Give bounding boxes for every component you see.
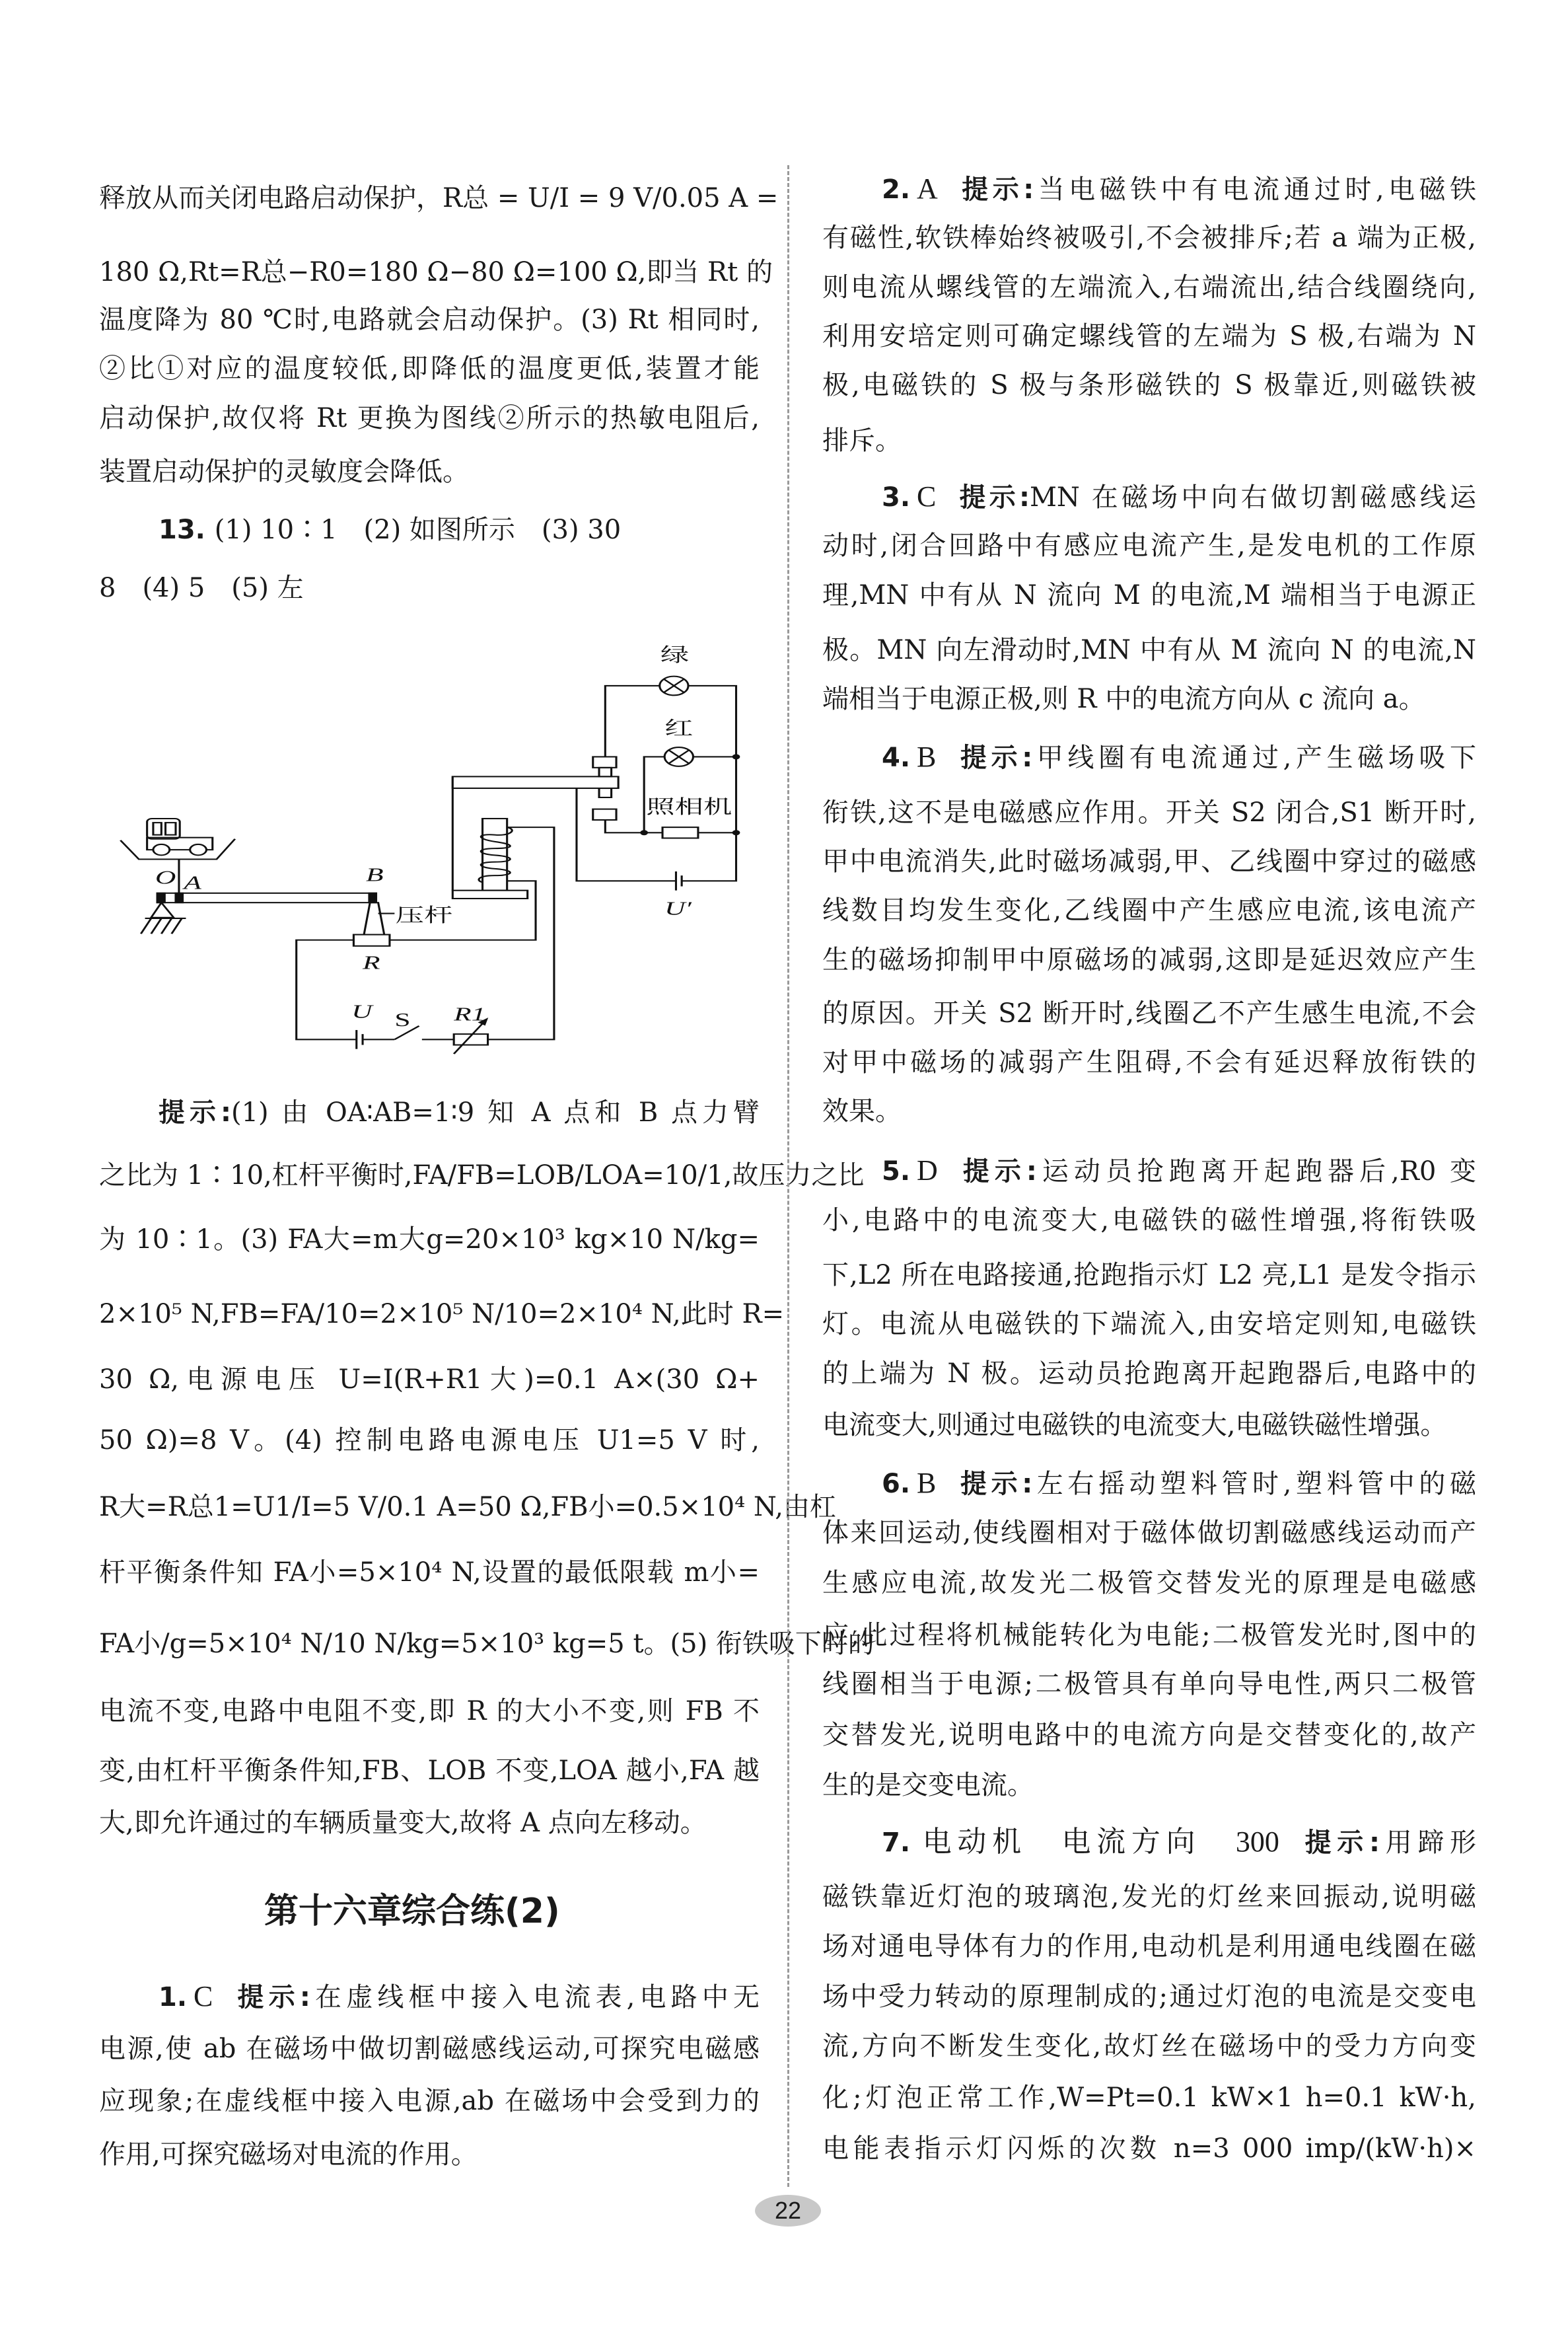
hint-text: 电能表指示灯闪烁的次数 n=3 000 imp/(kW·h)× xyxy=(822,2133,1476,2164)
question-number: 6. xyxy=(882,1469,911,1500)
hint-text: 场中受力转动的原理制成的;通过灯泡的电流是交变电 xyxy=(822,1981,1476,2012)
hint-line xyxy=(822,1872,1476,1922)
question-number: 7. xyxy=(882,1827,911,1858)
hint-line xyxy=(822,1760,1476,1810)
hint-text: 运动员抢跑离开起跑器后,R0 变 xyxy=(1036,1156,1476,1187)
hint-line xyxy=(822,1250,1476,1300)
text-line: 温度降为 80 ℃时,电路就会启动保护。(3) Rt 相同时, xyxy=(99,305,760,336)
hint-line xyxy=(159,1972,760,2022)
hint-line xyxy=(822,788,1476,838)
hint-text: 变,由杠杆平衡条件知,FB、LOB 不变,LOA 越小,FA 越 xyxy=(99,1755,760,1786)
hint-text: 磁铁靠近灯泡的玻璃泡,发光的灯丝来回振动,说明磁 xyxy=(822,1882,1476,1913)
truck-icon xyxy=(147,819,213,855)
pivot-support xyxy=(141,903,186,934)
hint-text: 效果。 xyxy=(822,1096,902,1127)
hint-text: 则电流从螺线管的左端流入,右端流出,结合线圈绕向, xyxy=(822,272,1476,303)
green-lamp-icon xyxy=(660,677,688,696)
hint-text: 为 10∶1。(3) FA大=m大g=20×10³ kg×10 N/kg= xyxy=(99,1224,760,1255)
hint-line xyxy=(882,1458,1476,1508)
camera-resistor xyxy=(662,827,698,838)
label-red: 红 xyxy=(664,718,694,739)
hint-text: 作用,可探究磁场对电流的作用。 xyxy=(99,2139,478,2170)
question-number: 13. xyxy=(159,514,215,545)
hint-text: 的原因。开关 S2 断开时,线圈乙不产生感生电流,不会 xyxy=(822,998,1476,1029)
hint-line xyxy=(822,1195,1476,1245)
hint-label: 提示: xyxy=(957,1156,1037,1187)
armature xyxy=(452,776,618,788)
hint-label: 提示: xyxy=(957,174,1034,205)
label-s: S xyxy=(394,1009,411,1031)
text-line: 释放从而关闭电路启动保护，R总 = U/I = 9 V/0.05 A = xyxy=(99,182,779,213)
answer: C xyxy=(194,1980,213,2013)
answer: B xyxy=(917,1467,937,1500)
hint-line xyxy=(822,1558,1476,1608)
hint-line xyxy=(822,1921,1476,1972)
hint-text: R大=R总1=U1/I=5 V/0.1 A=50 Ω,FB小=0.5×10⁴ N,由杠 xyxy=(99,1492,837,1523)
hint-text: 有磁性,软铁棒始终被吸引,不会被排斥;若 a 端为正极, xyxy=(822,223,1476,254)
hint-line xyxy=(99,1289,785,1339)
text-line: 装置启动保护的灵敏度会降低。 xyxy=(99,456,469,487)
hint-line xyxy=(822,521,1476,571)
hint-line xyxy=(822,1610,1476,1660)
hint-text: FA小/g=5×10⁴ N/10 N/kg=5×10³ kg=5 t。(5) 衔铁吸下时的 xyxy=(99,1629,874,1660)
hint-label: 提示: xyxy=(956,743,1033,774)
question-number: 2. xyxy=(882,174,911,205)
hint-text: 应现象;在虚线框中接入电源,ab 在磁场中会受到力的 xyxy=(99,2085,760,2116)
hint-text: 衔铁,这不是电磁感应作用。开关 S2 闭合,S1 断开时, xyxy=(822,797,1476,828)
hint-text: 生的是交变电流。 xyxy=(822,1770,1034,1801)
hint-text: 动时,闭合回路中有感应电流产生,是发电机的工作原 xyxy=(822,531,1476,562)
electromagnet xyxy=(452,819,527,899)
answer: B xyxy=(917,741,937,774)
hint-line xyxy=(99,1798,760,1848)
hint-line xyxy=(99,1150,865,1200)
weighing-tray xyxy=(120,839,234,860)
hint-text: 体来回运动,使线圈相对于磁体做切割磁感线运动而产 xyxy=(822,1517,1476,1548)
hint-text: (1) 由 OA∶AB=1∶9 知 A 点和 B 点力臂 xyxy=(231,1097,760,1128)
label-press-rod: 压杆 xyxy=(395,904,453,926)
hint-text: 生感应电流,故发光二极管交替发光的原理是电磁感 xyxy=(822,1568,1476,1599)
answer: 电动机 电流方向 300 xyxy=(917,1825,1279,1858)
hint-line xyxy=(822,1086,1476,1136)
hint-text: 在虚线框中接入电流表,电路中无 xyxy=(310,1982,760,2013)
hint-line xyxy=(822,360,1476,410)
answer: D xyxy=(917,1154,938,1187)
hint-line xyxy=(822,1659,1476,1709)
hint-text: 灯。电流从电磁铁的下端流入,由安培定则知,电磁铁 xyxy=(822,1309,1476,1340)
hint-text: 下,L2 所在电路接通,抢跑指示灯 L2 亮,L1 是发令指示 xyxy=(822,1259,1476,1290)
hint-label: 提示: xyxy=(956,482,1030,513)
hint-text: 极,电磁铁的 S 极与条形磁铁的 S 极靠近,则磁铁被 xyxy=(822,370,1476,401)
hint-line xyxy=(822,1348,1476,1399)
hint-text: 场对通电导体有力的作用,电动机是利用通电线圈在磁 xyxy=(822,1931,1476,1962)
hint-line xyxy=(99,1354,760,1405)
hint-text: 甲线圈有电流通过,产生磁场吸下 xyxy=(1032,743,1476,774)
label-a: A xyxy=(184,871,201,893)
hint-text: 电流变大,则通过电磁铁的电流变大,电磁铁磁性增强。 xyxy=(822,1410,1447,1441)
hint-text: 杆平衡条件知 FA小=5×10⁴ N,设置的最低限载 m小= xyxy=(99,1557,760,1588)
hint-text: 左右摇动塑料管时,塑料管中的磁 xyxy=(1032,1469,1476,1500)
hint-text: 小,电路中的电流变大,电磁铁的磁性增强,将衔铁吸 xyxy=(822,1204,1476,1236)
label-b: B xyxy=(366,864,384,885)
hint-text: 对甲中磁场的减弱产生阻碍,不会有延迟释放衔铁的 xyxy=(822,1047,1476,1078)
hint-line xyxy=(99,1214,760,1265)
hint-text: 大,即允许通过的车辆质量变大,故将 A 点向左移动。 xyxy=(99,1807,707,1838)
hint-text: 极。MN 向左滑动时,MN 中有从 M 流向 N 的电流,N xyxy=(822,635,1476,666)
hint-text: 电流不变,电路中电阻不变,即 R 的大小不变,则 FB 不 xyxy=(99,1695,760,1726)
page-number: 22 xyxy=(755,2195,821,2227)
hint-line xyxy=(882,472,1476,522)
hint-label: 提示: xyxy=(1299,1827,1380,1858)
text-line: 180 Ω,Rt=R总−R0=180 Ω−80 Ω=100 Ω,即当 Rt 的 xyxy=(99,257,773,288)
column-divider xyxy=(787,165,789,2187)
hint-line xyxy=(822,2123,1476,2174)
label-u-prime: U′ xyxy=(664,897,692,919)
hint-line xyxy=(822,1710,1476,1760)
battery-u xyxy=(357,1030,363,1049)
label-camera: 照相机 xyxy=(646,795,732,818)
hint-text: 50 Ω)=8 V。(4) 控制电路电源电压 U1=5 V 时, xyxy=(99,1424,760,1456)
hint-text: 利用安培定则可确定螺线管的左端为 S 极,右端为 N xyxy=(822,320,1476,351)
hint-label: 提示: xyxy=(159,1097,231,1128)
hint-text: 线数目均发生变化,乙线圈中产生感应电流,该电流产 xyxy=(822,895,1476,926)
hint-text: 电源,使 ab 在磁场中做切割磁感线运动,可探究电磁感 xyxy=(99,2034,760,2064)
hint-text: 化;灯泡正常工作,W=Pt=0.1 kW×1 h=0.1 kW·h, xyxy=(822,2083,1476,2114)
hint-text: 流,方向不断发生变化,故灯丝在磁场中的受力方向变 xyxy=(822,2030,1476,2061)
hint-line xyxy=(882,1817,1476,1867)
hint-line xyxy=(822,836,1476,887)
hint-text: 排斥。 xyxy=(822,425,902,456)
hint-line xyxy=(822,1508,1476,1558)
pressure-resistor xyxy=(353,935,390,946)
hint-line xyxy=(822,570,1476,620)
hint-line xyxy=(99,1482,837,1532)
hint-line xyxy=(882,732,1476,782)
battery-u-prime xyxy=(676,871,682,891)
hint-line xyxy=(99,2129,760,2180)
answer: C xyxy=(917,480,937,513)
lever-circuit-diagram xyxy=(112,634,746,1057)
hint-line xyxy=(822,1299,1476,1349)
hint-line xyxy=(159,1088,760,1138)
label-o: O xyxy=(155,866,176,888)
text-line: ②比①对应的温度较低,即降低的温度更低,装置才能 xyxy=(99,353,760,385)
hint-line xyxy=(882,164,1476,214)
hint-text: 线圈相当于电源;二极管具有单向导电性,两只二极管 xyxy=(822,1669,1476,1700)
label-u: U xyxy=(351,1000,373,1022)
hint-line xyxy=(99,1415,760,1465)
hint-line xyxy=(99,1547,760,1598)
hint-line xyxy=(822,311,1476,361)
hint-line xyxy=(99,2024,760,2074)
hint-line xyxy=(99,1619,874,1669)
question-number: 5. xyxy=(882,1156,911,1187)
section-title: 第十六章综合练(2) xyxy=(264,1892,560,1931)
answer-text: 8 (4) 5 (5) 左 xyxy=(99,572,304,603)
question-number: 4. xyxy=(882,743,911,774)
hint-text: 之比为 1∶10,杠杆平衡时,FA/FB=LOB/LOA=10/1,故压力之比 xyxy=(99,1160,865,1191)
answer-line xyxy=(159,505,694,555)
answer-text: (1) 10∶1 (2) 如图所示 (3) 30 xyxy=(214,514,622,545)
hint-label: 提示: xyxy=(956,1469,1033,1500)
hint-line xyxy=(822,2021,1476,2071)
hint-text: 交替发光,说明电路中的电流方向是交替变化的,故产 xyxy=(822,1719,1476,1750)
hint-line xyxy=(822,674,1476,724)
hint-line xyxy=(882,1146,1476,1196)
hint-line xyxy=(822,885,1476,936)
hint-text: MN 在磁场中向右做切割磁感线运 xyxy=(1029,482,1476,513)
hint-line xyxy=(99,1686,760,1736)
label-r1: R1 xyxy=(454,1003,486,1025)
hint-text: 2×10⁵ N,FB=FA/10=2×10⁵ N/10=2×10⁴ N,此时 R= xyxy=(99,1298,785,1329)
hint-text: 30 Ω,电源电压 U=I(R+R1大)=0.1 A×(30 Ω+ xyxy=(99,1364,760,1395)
label-r: R xyxy=(363,951,380,973)
hint-line xyxy=(99,2076,760,2126)
hint-line xyxy=(822,262,1476,313)
answer: A xyxy=(917,172,938,205)
text-line: 启动保护,故仅将 Rt 更换为图线②所示的热敏电阻后, xyxy=(99,402,760,433)
hint-label: 提示: xyxy=(232,1982,310,2013)
hint-line xyxy=(822,213,1476,263)
hint-text: 生的磁场抑制甲中原磁场的减弱,这即是延迟效应产生 xyxy=(822,944,1476,975)
hint-line xyxy=(822,1400,1476,1450)
hint-line xyxy=(822,935,1476,985)
hint-line xyxy=(822,2073,1476,2123)
label-green: 绿 xyxy=(660,644,690,666)
question-number: 3. xyxy=(882,482,911,513)
lever-bar xyxy=(157,893,376,903)
red-lamp-icon xyxy=(664,747,693,766)
answer-line xyxy=(99,563,760,613)
hint-text: 端相当于电源正极,则 R 中的电流方向从 c 流向 a。 xyxy=(822,684,1425,715)
hint-text: 应,此过程将机械能转化为电能;二极管发光时,图中的 xyxy=(822,1619,1476,1650)
hint-text: 的上端为 N 极。运动员抢跑离开起跑器后,电路中的 xyxy=(822,1358,1476,1389)
hint-text: 甲中电流消失,此时磁场减弱,甲、乙线圈中穿过的磁感 xyxy=(822,846,1476,877)
hint-text: 用蹄形 xyxy=(1379,1827,1477,1858)
hint-line xyxy=(822,988,1476,1039)
hint-text: 理,MN 中有从 N 流向 M 的电流,M 端相当于电源正 xyxy=(822,579,1476,610)
hint-line xyxy=(99,1746,760,1796)
hint-line xyxy=(822,1972,1476,2022)
hint-line xyxy=(822,625,1476,675)
press-rod xyxy=(364,903,384,935)
hint-text: 当电磁铁中有电流通过时,电磁铁 xyxy=(1034,174,1477,205)
hint-line xyxy=(822,1037,1476,1088)
hint-line xyxy=(822,416,1476,466)
question-number: 1. xyxy=(159,1982,188,2013)
